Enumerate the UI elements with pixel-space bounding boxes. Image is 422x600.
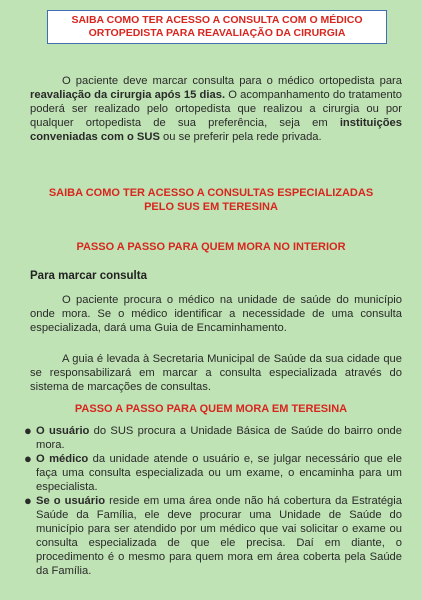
bullet-3-text: reside em uma área onde não há cobertura da Estratégia Saúde da Família, ele deve procurar uma Unidade de Saúde do município para ser atendido por um médico que vai solicitar o exame ou consulta especializada de que ele precisa. Daí em diante, o procedimento é o mesmo para quem mora em área coberta pela Saúde da Família. <box>36 495 402 577</box>
bullet-1-bold: O usuário <box>36 425 90 437</box>
bullet-item-1 <box>24 424 402 452</box>
heading-interior: PASSO A PASSO PARA QUEM MORA NO INTERIOR <box>76 241 346 253</box>
section-heading-line-2: PELO SUS EM TERESINA <box>144 201 278 213</box>
interior-paragraph-1: O paciente procura o médico na unidade de saúde do município onde mora. Se o médico identificar a necessidade de uma consulta especializada, dará uma Guia de Encaminhamento. <box>30 294 402 334</box>
bullet-dot-icon: ● <box>24 451 32 466</box>
bullet-2-text: da unidade atende o usuário e, se julgar necessário que ele faça uma consulta especializada ou um exame, o encaminha para um especialista. <box>36 453 402 493</box>
section-heading-line-1: SAIBA COMO TER ACESSO A CONSULTAS ESPECIALIZADAS <box>48 187 374 199</box>
interior-paragraph-2: A guia é levada à Secretaria Municipal de Saúde da sua cidade que se responsabilizará em marcar a consulta especializada através do sistema de marcações de consultas. <box>30 353 402 393</box>
bullet-dot-icon: ● <box>24 493 32 508</box>
heading-teresina: PASSO A PASSO PARA QUEM MORA EM TERESINA <box>74 403 348 415</box>
intro-paragraph <box>30 74 402 144</box>
bullet-item-2 <box>24 452 402 494</box>
intro-text-3: ou se preferir pela rede privada. <box>159 131 322 143</box>
bullet-2-bold: O médico <box>36 453 89 465</box>
title-line-2: ORTOPEDISTA PARA REAVALIAÇÃO DA CIRURGIA <box>88 27 346 39</box>
bullet-3-bold: Se o usuário <box>36 495 106 507</box>
intro-bold-2: instituições conveniadas com o SUS <box>30 117 402 143</box>
title-line-1: SAIBA COMO TER ACESSO A CONSULTA COM O MÉDICO <box>71 14 363 26</box>
intro-bold-1: reavaliação da cirurgia após 15 dias. <box>30 89 226 101</box>
bullet-item-3 <box>24 494 402 578</box>
section-heading-consultas <box>10 186 412 214</box>
intro-text-1: O paciente deve marcar consulta para o médico ortopedista para <box>62 75 402 87</box>
bullet-1-text: do SUS procura a Unidade Básica de Saúde do bairro onde mora. <box>36 425 402 451</box>
subheading-marcar-consulta: Para marcar consulta <box>30 270 147 282</box>
bullet-dot-icon: ● <box>24 423 32 438</box>
intro-text-2: O acompanhamento do tratamento poderá ser realizado pelo ortopedista que realizou a cirurgia ou por qualquer ortopedista de sua preferência, seja em <box>30 89 403 129</box>
title-box <box>47 10 387 44</box>
